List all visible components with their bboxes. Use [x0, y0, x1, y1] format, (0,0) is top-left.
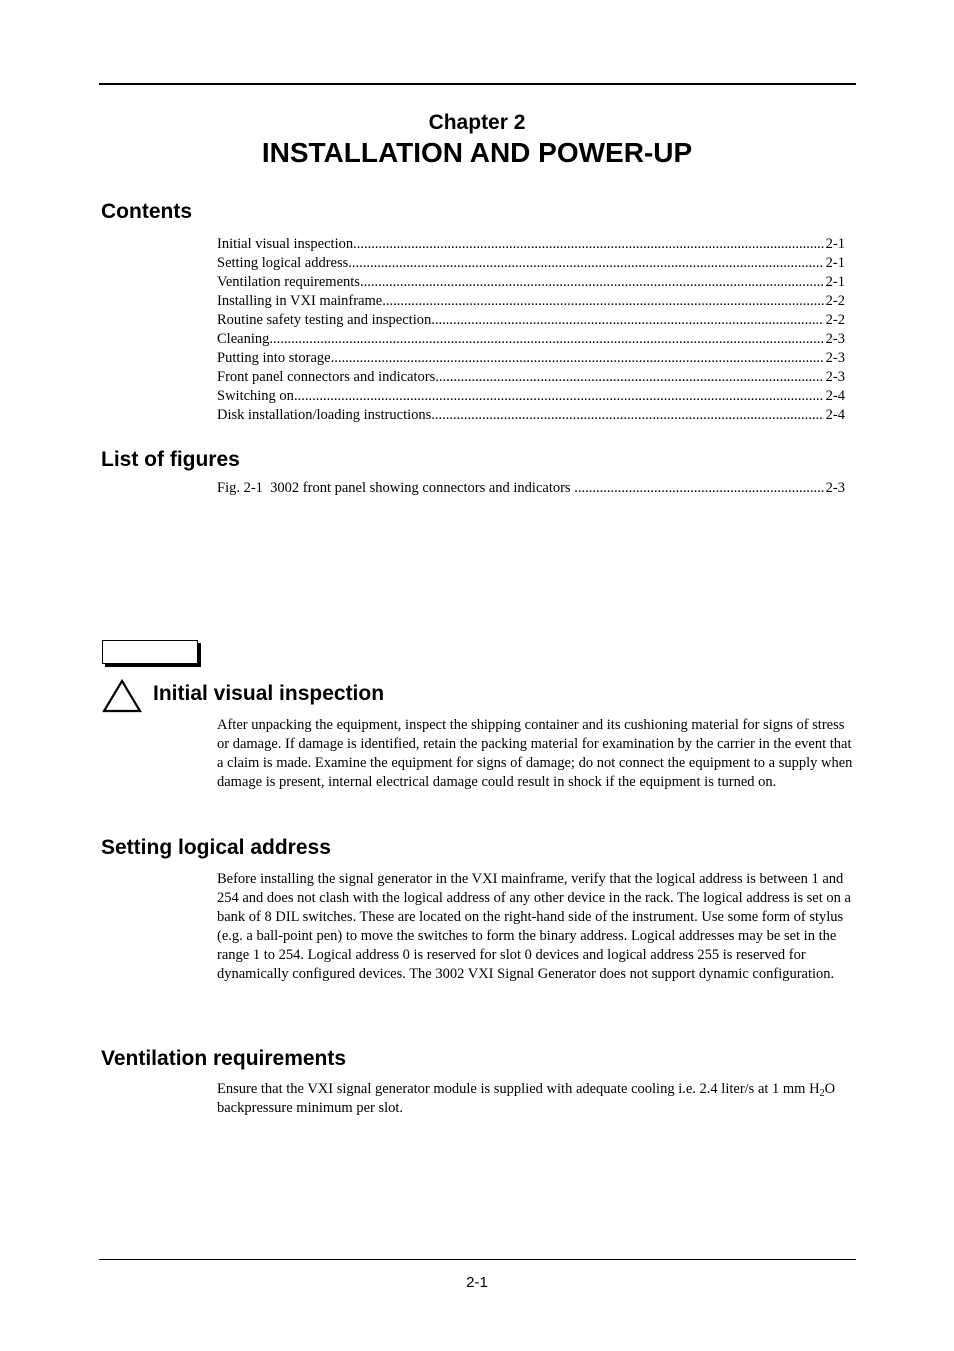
address-body: Before installing the signal generator in the VXI mainframe, verify that the logical address is between 1 and 254 and does not clash with the logical address of any other device in the rack. The logical address is set on a bank of 8 DIL switches. These are located on the right-hand side of the instrument. Use some form of stylus (e.g. a ball-point pen) to move the switches to form the binary address. Logical addresses may be set in the range 1 to 254. Logical address 0 is reserved for slot 0 devices and logical address 255 is reserved for dynamically configured devices. The 3002 VXI Signal Generator does not support dynamic configuration.: [217, 871, 851, 982]
toc-leader: [353, 235, 824, 254]
chapter-title: INSTALLATION AND POWER-UP: [261, 137, 693, 168]
ventilation-subscript: 2: [819, 1088, 825, 1099]
toc-entry-title: Routine safety testing and inspection: [217, 312, 432, 328]
toc-entry-title: Switching on: [217, 388, 294, 404]
figure-entry-title: Fig. 2-1 3002 front panel showing connectors and indicators: [217, 480, 575, 496]
toc-entry-page: 2-3: [825, 350, 845, 366]
address-heading: Setting logical address: [101, 836, 331, 859]
toc-entry[interactable]: [217, 330, 845, 349]
toc-entry-page: 2-1: [825, 236, 845, 252]
toc-entry[interactable]: [217, 387, 845, 406]
warning-triangle-icon: [102, 679, 142, 713]
toc-leader: [348, 254, 823, 273]
toc-entry[interactable]: [217, 349, 845, 368]
toc-entry[interactable]: [217, 311, 845, 330]
toc-entry-title: Ventilation requirements: [217, 274, 360, 290]
toc-entry-title: Initial visual inspection: [217, 236, 354, 252]
toc-leader: [360, 273, 824, 292]
toc-entry-title: Disk installation/loading instructions: [217, 407, 432, 423]
toc-entry-title: Front panel connectors and indicators: [217, 369, 436, 385]
ventilation-heading: Ventilation requirements: [101, 1047, 347, 1070]
toc-entry[interactable]: [217, 273, 845, 292]
toc-entry[interactable]: [217, 235, 845, 254]
inspection-body: After unpacking the equipment, inspect the shipping container and its cushioning material for signs of stress or damage. If damage is identified, retain the packing material for examination by the carrier in the event that a claim is made. Examine the equipment for signs of damage; do not connect the equipment to a supply when damage is present, internal electrical damage could result in shock if the equipment is turned on.: [217, 717, 853, 790]
toc-leader: [382, 292, 823, 311]
toc-entry-page: 2-2: [825, 293, 845, 309]
toc-entry[interactable]: [217, 254, 845, 273]
page-number: 2-1: [466, 1274, 488, 1291]
toc-leader: [269, 330, 823, 349]
ventilation-body: [217, 1080, 837, 1118]
ventilation-body-text-end: O backpressure minimum per slot.: [217, 1081, 836, 1116]
toc-entry[interactable]: [217, 368, 845, 387]
toc-entry-page: 2-3: [825, 331, 845, 347]
contents-list: [217, 235, 845, 425]
toc-entry-title: Installing in VXI mainframe: [217, 293, 383, 309]
header-rule: [99, 83, 856, 85]
footer-rule: [99, 1259, 856, 1260]
chapter-label: Chapter 2: [428, 111, 526, 134]
toc-entry-page: 2-4: [825, 407, 845, 423]
contents-heading: Contents: [101, 200, 192, 223]
figures-heading: List of figures: [101, 448, 240, 471]
toc-entry-page: 2-3: [825, 369, 845, 385]
toc-entry-title: Cleaning: [217, 331, 270, 347]
toc-leader: [435, 368, 823, 387]
toc-entry-page: 2-4: [825, 388, 845, 404]
figure-entry[interactable]: [217, 479, 845, 498]
toc-leader: [331, 349, 824, 368]
toc-entry-title: Setting logical address: [217, 255, 349, 271]
toc-entry[interactable]: [217, 292, 845, 311]
toc-leader: [574, 479, 823, 498]
toc-entry[interactable]: [217, 406, 845, 425]
toc-leader: [294, 387, 824, 406]
toc-entry-page: 2-1: [825, 255, 845, 271]
inspection-heading: Initial visual inspection: [153, 682, 385, 705]
toc-entry-page: 2-2: [825, 312, 845, 328]
warning-box: [102, 640, 198, 664]
figures-list: [217, 479, 845, 498]
toc-entry-page: 2-1: [825, 274, 845, 290]
toc-leader: [431, 311, 823, 330]
toc-entry-title: Putting into storage: [217, 350, 331, 366]
figure-entry-page: 2-3: [825, 480, 845, 496]
toc-leader: [431, 406, 823, 425]
ventilation-body-text: Ensure that the VXI signal generator module is supplied with adequate cooling i.e. 2.4 liter/s at 1 mm H: [217, 1081, 820, 1097]
